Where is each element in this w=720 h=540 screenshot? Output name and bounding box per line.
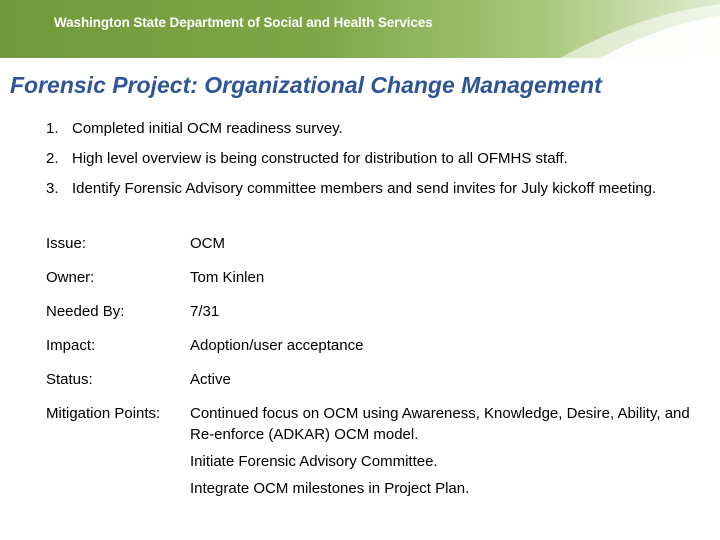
header-banner — [0, 0, 720, 58]
slide-title: Forensic Project: Organizational Change Management — [10, 72, 602, 98]
issue-value: OCM — [190, 235, 225, 252]
agency-name: Washington State Department of Social and Health Services — [54, 15, 433, 30]
mitigation-label: Mitigation Points: — [46, 405, 161, 422]
owner-value: Tom Kinlen — [190, 269, 265, 286]
steps-list — [46, 118, 686, 208]
mitigation-point: Integrate OCM milestones in Project Plan. — [190, 480, 470, 497]
step-text: High level overview is being constructed for distribution to all OFMHS staff. — [72, 150, 568, 167]
list-item — [46, 178, 686, 199]
impact-value: Adoption/user acceptance — [190, 337, 364, 354]
step-text: Completed initial OCM readiness survey. — [72, 120, 343, 137]
step-number: 2. — [46, 150, 59, 167]
issue-label: Issue: — [46, 235, 87, 252]
issue-details — [46, 233, 716, 505]
step-number: 1. — [46, 120, 59, 137]
impact-label: Impact: — [46, 337, 96, 354]
list-item — [46, 118, 686, 139]
status-row — [46, 369, 716, 390]
status-value: Active — [190, 371, 231, 388]
step-text: Identify Forensic Advisory committee members and send invites for July kickoff meeting. — [72, 180, 657, 197]
status-label: Status: — [46, 371, 93, 388]
mitigation-row — [46, 403, 716, 505]
needed-by-label: Needed By: — [46, 303, 125, 320]
mitigation-point: Continued focus on OCM using Awareness, Knowledge, Desire, Ability, and Re-enforce (ADKAR) OCM model. — [190, 405, 690, 443]
step-number: 3. — [46, 180, 59, 197]
issue-row — [46, 233, 716, 254]
owner-label: Owner: — [46, 269, 95, 286]
mitigation-point: Initiate Forensic Advisory Committee. — [190, 453, 438, 470]
impact-row — [46, 335, 716, 356]
needed-by-value: 7/31 — [190, 303, 220, 320]
mitigation-points — [190, 403, 716, 505]
owner-row — [46, 267, 716, 288]
needed-by-row — [46, 301, 716, 322]
list-item — [46, 148, 686, 169]
